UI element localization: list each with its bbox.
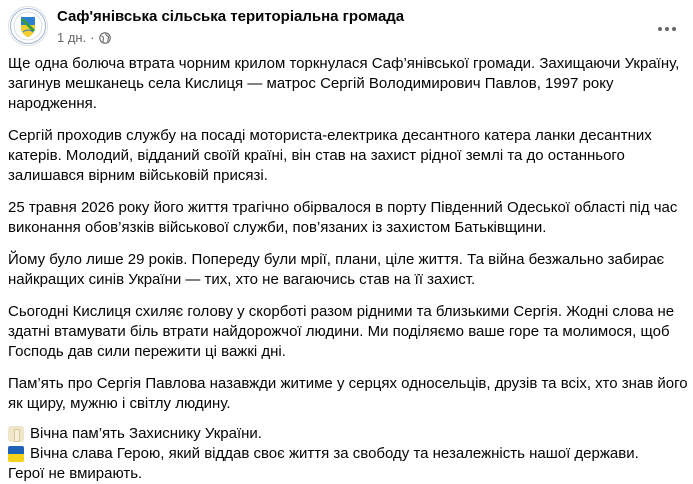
post-paragraph: Ще одна болюча втрата чорним крилом торкнулася Саф’янівської громади. Захищаючи Україну, загинув мешканець села Кислиця — матрос Сергій Володимирович Павлов, 1997 року народження. xyxy=(8,55,680,112)
ellipsis-icon xyxy=(657,16,677,37)
post-body xyxy=(8,54,688,484)
page-name[interactable]: Саф'янівська сільська територіальна громада xyxy=(57,8,405,25)
closing-final-text: Герої не вмирають. xyxy=(8,465,143,482)
post-paragraph: 25 травня 2026 року його життя трагічно обірвалося в порту Південний Одеської області під час виконання обов’язків військової служби, пов’язаних із захистом Батьківщини. xyxy=(8,199,678,236)
ukraine-flag-icon xyxy=(8,446,24,462)
closing-line-glory xyxy=(8,444,688,464)
post-paragraph: Пам’ять про Сергія Павлова назавжди житиме у серцях односельців, друзів та всіх, хто знав його як щиру, мужню і світлу людину. xyxy=(8,375,688,412)
post-header xyxy=(8,6,685,46)
post-time[interactable]: 1 дн. xyxy=(57,29,87,45)
meta-separator: · xyxy=(90,29,95,45)
post-meta xyxy=(57,29,111,45)
closing-line-memory xyxy=(8,424,688,444)
globe-icon xyxy=(99,31,111,43)
post-paragraph: Сьогодні Кислиця схиляє голову у скорботі разом рідними та близькими Сергія. Жодні слова не здатні втамувати біль втрати найдорожчої людини. Ми поділяємо ваше горе та молимося, щоб Господь дав сили пережити ці важкі дні. xyxy=(8,303,675,360)
post-paragraph: Сергій проходив службу на посаді моториста-електрика десантного катера ланки десантних катерів. Молодий, відданий своїй країні, він став на захист рідної землі та до останнього залишався вірним військовій присязі. xyxy=(8,127,652,184)
post-closing xyxy=(8,424,688,484)
candle-icon xyxy=(8,426,24,442)
coat-of-arms-icon xyxy=(8,6,48,46)
page-avatar[interactable] xyxy=(8,6,48,46)
more-options-button[interactable] xyxy=(653,12,681,40)
closing-line-final xyxy=(8,464,688,484)
closing-glory-text: Вічна слава Герою, який віддав своє життя за свободу та незалежність нашої держави. xyxy=(30,445,639,462)
post-paragraph: Йому було лише 29 років. Попереду були мрії, плани, ціле життя. Та війна безжально забирає найкращих синів України — тих, хто не вагаючись став на її захист. xyxy=(8,251,665,288)
closing-memory-text: Вічна пам’ять Захиснику України. xyxy=(30,425,262,442)
